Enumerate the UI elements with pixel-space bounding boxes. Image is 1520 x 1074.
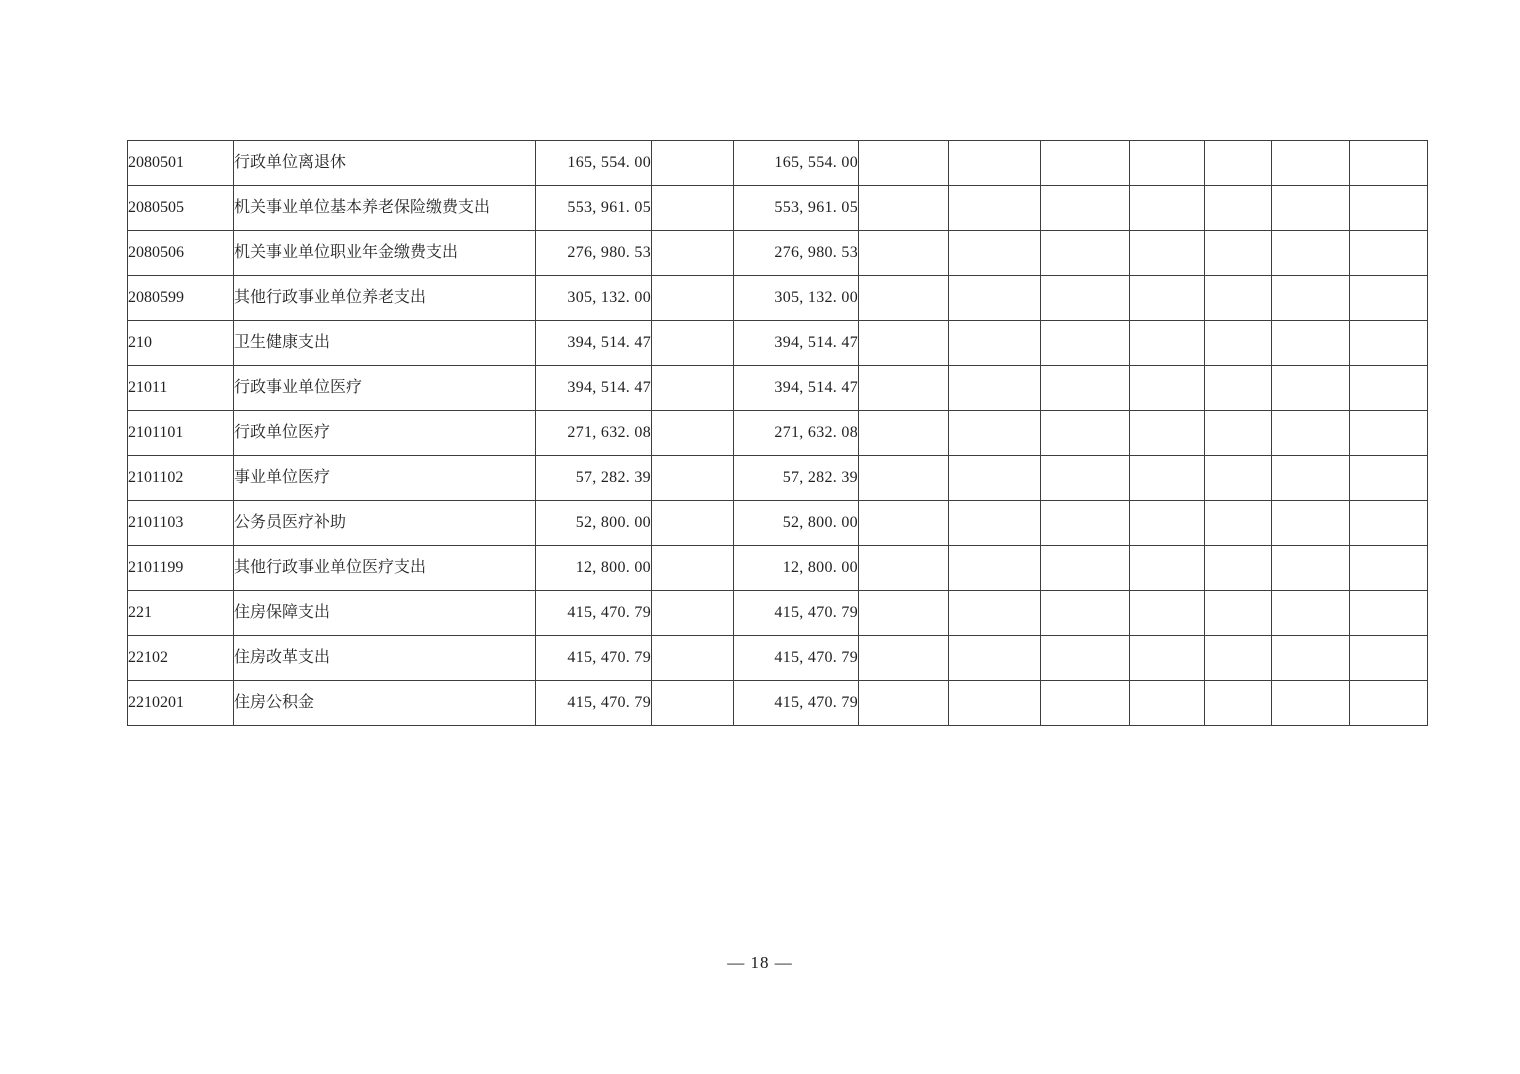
empty-cell [1205,591,1272,636]
empty-cell [1205,546,1272,591]
empty-cell [1041,186,1130,231]
empty-cell [1272,411,1350,456]
empty-cell [949,276,1041,321]
table-row [128,141,1428,186]
amount-cell-1: 276, 980. 53 [536,231,652,276]
empty-cell [1130,186,1205,231]
item-name-cell: 公务员医疗补助 [234,501,536,546]
code-cell: 210 [128,321,234,366]
empty-cell [1350,456,1428,501]
empty-cell [1272,321,1350,366]
empty-cell [949,231,1041,276]
empty-cell [1130,636,1205,681]
empty-cell [1130,591,1205,636]
code-cell: 2080505 [128,186,234,231]
empty-cell [1041,231,1130,276]
table-row [128,501,1428,546]
code-cell: 2080599 [128,276,234,321]
amount-cell-2: 394, 514. 47 [734,366,859,411]
empty-cell [1272,276,1350,321]
table-row [128,636,1428,681]
empty-cell [652,366,734,411]
empty-cell [949,411,1041,456]
empty-cell [1272,501,1350,546]
amount-cell-2: 165, 554. 00 [734,141,859,186]
empty-cell [1272,546,1350,591]
code-cell: 2101103 [128,501,234,546]
empty-cell [1350,186,1428,231]
amount-cell-2: 415, 470. 79 [734,591,859,636]
amount-cell-1: 553, 961. 05 [536,186,652,231]
amount-cell-2: 276, 980. 53 [734,231,859,276]
empty-cell [1041,321,1130,366]
empty-cell [1205,186,1272,231]
amount-cell-2: 394, 514. 47 [734,321,859,366]
amount-cell-1: 415, 470. 79 [536,681,652,726]
table-row [128,546,1428,591]
amount-cell-2: 305, 132. 00 [734,276,859,321]
empty-cell [1350,681,1428,726]
empty-cell [652,276,734,321]
code-cell: 21011 [128,366,234,411]
table-row [128,681,1428,726]
empty-cell [1272,186,1350,231]
empty-cell [1205,681,1272,726]
empty-cell [859,411,949,456]
table-row [128,591,1428,636]
item-name-cell: 机关事业单位基本养老保险缴费支出 [234,186,536,231]
empty-cell [1205,231,1272,276]
table-row [128,366,1428,411]
empty-cell [652,636,734,681]
empty-cell [652,456,734,501]
empty-cell [1350,501,1428,546]
empty-cell [859,501,949,546]
empty-cell [1041,366,1130,411]
amount-cell-2: 52, 800. 00 [734,501,859,546]
table-row [128,456,1428,501]
empty-cell [949,456,1041,501]
empty-cell [1350,276,1428,321]
empty-cell [1272,366,1350,411]
amount-cell-1: 415, 470. 79 [536,591,652,636]
code-cell: 2101102 [128,456,234,501]
code-cell: 22102 [128,636,234,681]
amount-cell-2: 553, 961. 05 [734,186,859,231]
code-cell: 2210201 [128,681,234,726]
empty-cell [1041,636,1130,681]
amount-cell-1: 52, 800. 00 [536,501,652,546]
empty-cell [949,186,1041,231]
empty-cell [859,321,949,366]
empty-cell [1350,366,1428,411]
empty-cell [859,276,949,321]
empty-cell [949,681,1041,726]
amount-cell-1: 12, 800. 00 [536,546,652,591]
empty-cell [1041,141,1130,186]
empty-cell [1205,276,1272,321]
amount-cell-2: 271, 632. 08 [734,411,859,456]
empty-cell [1041,546,1130,591]
table-row [128,321,1428,366]
empty-cell [859,546,949,591]
empty-cell [1130,366,1205,411]
empty-cell [1350,321,1428,366]
empty-cell [1041,411,1130,456]
empty-cell [1272,681,1350,726]
item-name-cell: 事业单位医疗 [234,456,536,501]
empty-cell [1041,276,1130,321]
empty-cell [859,231,949,276]
empty-cell [652,501,734,546]
empty-cell [949,636,1041,681]
amount-cell-1: 415, 470. 79 [536,636,652,681]
empty-cell [1041,501,1130,546]
empty-cell [1272,231,1350,276]
empty-cell [1130,681,1205,726]
empty-cell [652,231,734,276]
empty-cell [1130,546,1205,591]
empty-cell [652,591,734,636]
item-name-cell: 住房改革支出 [234,636,536,681]
empty-cell [1130,456,1205,501]
empty-cell [1205,366,1272,411]
empty-cell [1041,681,1130,726]
item-name-cell: 行政单位医疗 [234,411,536,456]
item-name-cell: 住房保障支出 [234,591,536,636]
empty-cell [1272,636,1350,681]
table-row [128,276,1428,321]
empty-cell [949,591,1041,636]
empty-cell [1041,591,1130,636]
empty-cell [949,366,1041,411]
empty-cell [652,321,734,366]
empty-cell [1205,636,1272,681]
empty-cell [1130,501,1205,546]
empty-cell [652,186,734,231]
empty-cell [1350,636,1428,681]
amount-cell-2: 415, 470. 79 [734,681,859,726]
amount-cell-1: 305, 132. 00 [536,276,652,321]
empty-cell [1272,141,1350,186]
item-name-cell: 住房公积金 [234,681,536,726]
empty-cell [949,546,1041,591]
item-name-cell: 行政事业单位医疗 [234,366,536,411]
empty-cell [652,411,734,456]
empty-cell [1130,411,1205,456]
item-name-cell: 其他行政事业单位养老支出 [234,276,536,321]
code-cell: 2101101 [128,411,234,456]
item-name-cell: 行政单位离退休 [234,141,536,186]
empty-cell [1272,591,1350,636]
amount-cell-1: 271, 632. 08 [536,411,652,456]
empty-cell [1130,276,1205,321]
amount-cell-1: 57, 282. 39 [536,456,652,501]
amount-cell-2: 415, 470. 79 [734,636,859,681]
table-row [128,231,1428,276]
item-name-cell: 其他行政事业单位医疗支出 [234,546,536,591]
budget-table-body [128,141,1428,726]
empty-cell [1350,546,1428,591]
empty-cell [949,501,1041,546]
empty-cell [1350,141,1428,186]
empty-cell [1205,141,1272,186]
empty-cell [1130,321,1205,366]
empty-cell [1350,591,1428,636]
empty-cell [652,141,734,186]
empty-cell [1130,231,1205,276]
amount-cell-1: 394, 514. 47 [536,366,652,411]
code-cell: 2101199 [128,546,234,591]
amount-cell-2: 12, 800. 00 [734,546,859,591]
table-row [128,411,1428,456]
empty-cell [652,546,734,591]
empty-cell [1272,456,1350,501]
empty-cell [1350,231,1428,276]
empty-cell [652,681,734,726]
code-cell: 2080506 [128,231,234,276]
empty-cell [1350,411,1428,456]
empty-cell [1041,456,1130,501]
empty-cell [859,186,949,231]
empty-cell [1205,501,1272,546]
budget-expenditure-table [127,140,1428,726]
amount-cell-2: 57, 282. 39 [734,456,859,501]
item-name-cell: 卫生健康支出 [234,321,536,366]
empty-cell [859,591,949,636]
amount-cell-1: 394, 514. 47 [536,321,652,366]
empty-cell [1205,456,1272,501]
table-row [128,186,1428,231]
code-cell: 221 [128,591,234,636]
empty-cell [859,141,949,186]
page-number: — 18 — [727,953,793,972]
empty-cell [949,141,1041,186]
empty-cell [1205,411,1272,456]
empty-cell [1130,141,1205,186]
empty-cell [1205,321,1272,366]
item-name-cell: 机关事业单位职业年金缴费支出 [234,231,536,276]
empty-cell [859,681,949,726]
empty-cell [859,636,949,681]
empty-cell [859,456,949,501]
empty-cell [859,366,949,411]
amount-cell-1: 165, 554. 00 [536,141,652,186]
empty-cell [949,321,1041,366]
code-cell: 2080501 [128,141,234,186]
